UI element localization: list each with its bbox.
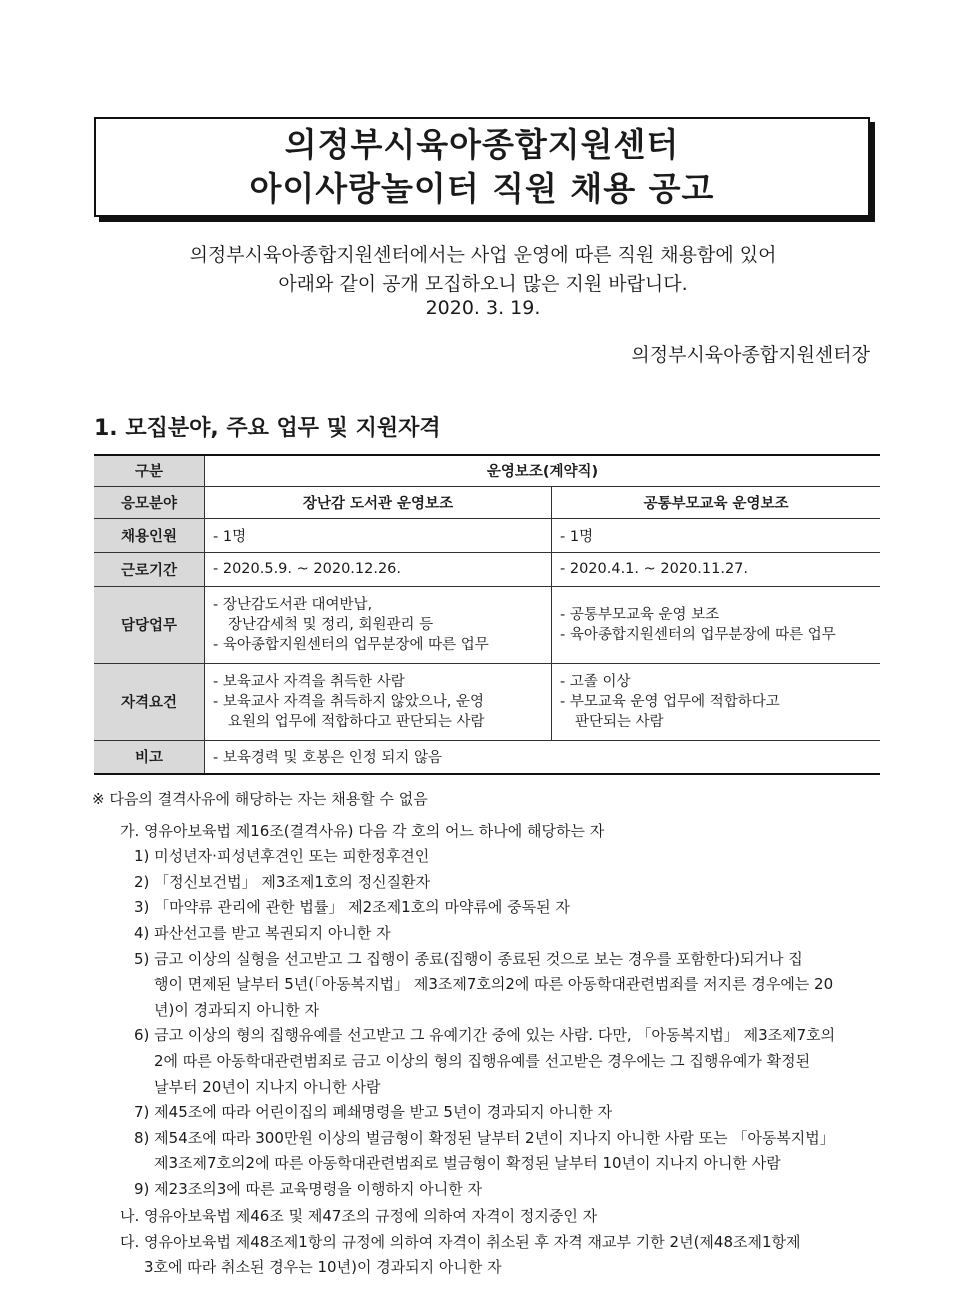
headcount-col2: - 1명 xyxy=(552,518,881,552)
row-label-category: 구분 xyxy=(94,455,205,486)
section-title: 1. 모집분야, 주요 업무 및 지원자격 xyxy=(94,416,441,441)
field-col1: 장난감 도서관 운영보조 xyxy=(205,486,552,518)
duties-col2 xyxy=(552,586,881,663)
qualifications-col2-line: 판단되는 사람 xyxy=(575,713,664,730)
list-item: 3) 「마약류 관리에 관한 법률」 제2조제1호의 마약류에 중독된 자 xyxy=(134,898,570,916)
row-label-remarks: 비고 xyxy=(94,740,205,774)
recruitment-table xyxy=(94,454,880,775)
qualifications-col1-line: - 보육교사 자격을 취득하지 않았으나, 운영 xyxy=(213,693,485,710)
table-row-duties xyxy=(94,586,880,663)
headcount-col1: - 1명 xyxy=(205,518,552,552)
title-line-1: 의정부시육아종합지원센터 xyxy=(284,125,680,164)
clause-na: 나. 영유아보육법 제46조 및 제47조의 규정에 의하여 자격이 정지중인 자 xyxy=(120,1207,598,1225)
qualifications-col2 xyxy=(552,663,881,740)
row-label-period: 근로기간 xyxy=(94,552,205,586)
field-col2: 공통부모교육 운영보조 xyxy=(552,486,881,518)
list-item: 5) 금고 이상의 실형을 선고받고 그 집행이 종료(집행이 종료된 것으로 보는 경우를 포함한다)되거나 집 xyxy=(134,950,803,968)
clause-da: 다. 영유아보육법 제48조제1항의 규정에 의하여 자격이 취소된 후 자격 재교부 기한 2년(제48조제1항제 xyxy=(120,1233,801,1251)
list-item: 행이 면제된 날부터 5년(「아동복지법」 제3조제7호의2에 따른 아동학대관련범죄를 저지른 경우에는 20 xyxy=(154,975,834,993)
disqualification-heading: ※ 다음의 결격사유에 해당하는 자는 채용할 수 없음 xyxy=(92,790,428,808)
duties-col1 xyxy=(205,586,552,663)
table-row-headcount xyxy=(94,518,880,552)
qualifications-col1 xyxy=(205,663,552,740)
list-item: 6) 금고 이상의 형의 집행유예를 선고받고 그 유예기간 중에 있는 사람. 다만, 「아동복지법」 제3조제7호의 xyxy=(134,1026,836,1044)
row-label-qualifications: 자격요건 xyxy=(94,663,205,740)
list-item: 날부터 20년이 지나지 아니한 사람 xyxy=(154,1078,381,1096)
clause-da-continued: 3호에 따라 취소된 경우는 10년)이 경과되지 아니한 자 xyxy=(144,1258,502,1276)
table-row-qualifications xyxy=(94,663,880,740)
period-col1: - 2020.5.9. ~ 2020.12.26. xyxy=(205,552,552,586)
duties-col1-line: 장난감세척 및 정리, 회원관리 등 xyxy=(228,616,434,633)
qualifications-col1-line: - 보육교사 자격을 취득한 사람 xyxy=(213,673,405,690)
list-item: 1) 미성년자·피성년후견인 또는 피한정후견인 xyxy=(134,847,430,865)
category-value: 운영보조(계약직) xyxy=(205,455,881,486)
list-item: 년)이 경과되지 아니한 자 xyxy=(154,1001,320,1019)
remarks-value: - 보육경력 및 호봉은 인정 되지 않음 xyxy=(205,740,881,774)
duties-col2-line: - 공통부모교육 운영 보조 xyxy=(560,606,720,623)
qualifications-col2-line: - 고졸 이상 xyxy=(560,673,631,690)
row-label-headcount: 채용인원 xyxy=(94,518,205,552)
title-line-2: 아이사랑놀이터 직원 채용 공고 xyxy=(249,169,715,208)
list-item: 2) 「정신보건법」 제3조제1호의 정신질환자 xyxy=(134,873,431,891)
table-row-period xyxy=(94,552,880,586)
title-box xyxy=(94,117,870,217)
period-col2: - 2020.4.1. ~ 2020.11.27. xyxy=(552,552,881,586)
list-item: 9) 제23조의3에 따른 교육명령을 이행하지 아니한 자 xyxy=(134,1180,482,1198)
duties-col2-line: - 육아종합지원센터의 업무분장에 따른 업무 xyxy=(560,626,836,643)
list-item: 4) 파산선고를 받고 복권되지 아니한 자 xyxy=(134,924,391,942)
row-label-duties: 담당업무 xyxy=(94,586,205,663)
table-row-category xyxy=(94,455,880,486)
intro-line-2: 아래와 같이 공개 모집하오니 많은 지원 바랍니다. xyxy=(278,273,688,295)
intro-line-1: 의정부시육아종합지원센터에서는 사업 운영에 따른 직원 채용함에 있어 xyxy=(189,244,777,266)
list-item: 8) 제54조에 따라 300만원 이상의 벌금형이 확정된 날부터 2년이 지나지 아니한 사람 또는 「아동복지법」 xyxy=(134,1129,835,1147)
duties-col1-line: - 육아종합지원센터의 업무분장에 따른 업무 xyxy=(213,636,489,653)
announcement-date: 2020. 3. 19. xyxy=(425,297,541,319)
duties-col1-line: - 장난감도서관 대여반납, xyxy=(213,596,373,613)
qualifications-col1-line: 요원의 업무에 적합하다고 판단되는 사람 xyxy=(228,713,485,730)
list-item: 7) 제45조에 따라 어린이집의 폐쇄명령을 받고 5년이 경과되지 아니한 자 xyxy=(134,1103,613,1121)
list-item: 제3조제7호의2에 따른 아동학대관련범죄로 벌금형이 확정된 날부터 10년이 지나지 아니한 사람 xyxy=(154,1154,781,1172)
signer: 의정부시육아종합지원센터장 xyxy=(631,344,870,366)
table-row-remarks xyxy=(94,740,880,774)
row-label-field: 응모분야 xyxy=(94,486,205,518)
clause-ga: 가. 영유아보육법 제16조(결격사유) 다음 각 호의 어느 하나에 해당하는 자 xyxy=(120,822,605,840)
qualifications-col2-line: - 부모교육 운영 업무에 적합하다고 xyxy=(560,693,780,710)
table-row-field xyxy=(94,486,880,518)
list-item: 2에 따른 아동학대관련범죄로 금고 이상의 형의 집행유예를 선고받은 경우에는 그 집행유예가 확정된 xyxy=(154,1052,811,1070)
